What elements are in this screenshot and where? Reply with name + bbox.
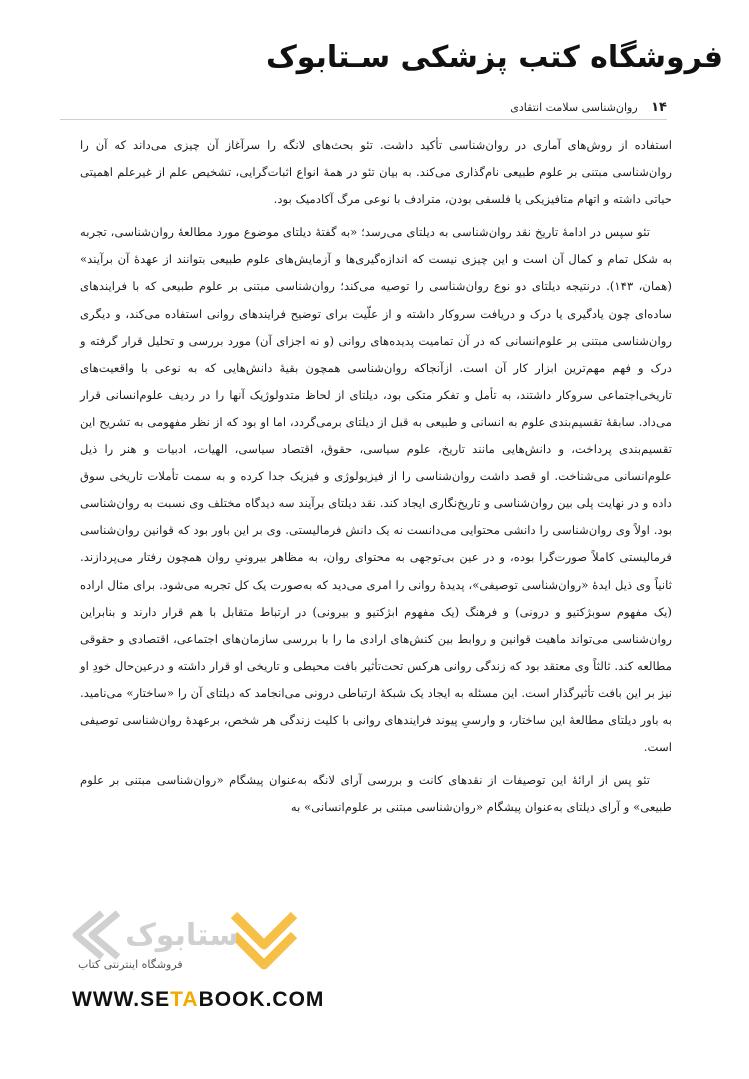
paragraph: تئو سپس در ادامهٔ تاریخ نقد روان‌شناسی به دیلتای می‌رسد؛ «به گفتهٔ دیلتای موضوع مورد مطالعهٔ روان‌شناسی، تجربه به شکل تمام و کمال آن است و این چیزی نیست که اندازه‌گیری‌ها و آزمایش‌های علوم طبیعی بتوانند از عهدهٔ آن برآیند» (همان، ۱۴۳). درنتیجه دیلتای دو نوع روان‌شناسی را توصیه می‌کند؛ روان‌شناسی مبتنی بر علوم طبیعی که با فرایندهای ساده‌ای چون یادگیری یا درک و دریافت سروکار داشته و از علّیت برای توضیح فرایندهای روانی استفاده می‌کند، و دیگری روان‌شناسی مبتنی بر علوم‌انسانی که در آن تمامیت پدیده‌های روانی (و نه اجزای آن) مورد بررسی و تحلیل قرار گرفته و درک و فهم مهم‌ترین ابزار کار آن است. ازآنجاکه روان‌شناسی همچون بقیهٔ دانش‌هایی که به نوعی با واقعیت‌های تاریخی‌اجتماعی سروکار داشتند، به تأمل و تفکر متکی بود، دیلتای از لحاظ متدولوژیک آنها را در ردیف علوم‌انسانی قرار می‌داد. سابقهٔ تقسیم‌بندی علوم به انسانی و طبیعی به قبل از دیلتای برمی‌گردد، اما او بود که از نظر مفهومی به تشریح این تقسیم‌بندی پرداخت، و دانش‌هایی مانند تاریخ، علوم سیاسی، حقوق، اقتصاد سیاسی، الهیات، ادبیات و هنر را ذیل علوم‌انسانی می‌شناخت. او قصد داشت روان‌شناسی را از فیزیولوژی و فیزیک جدا کرده و به سمت تأملات تاریخی سوق داده و در نهایت پلی بین روان‌شناسی و تاریخ‌نگاری ایجاد کند. نقد دیلتای برآیند سه دیدگاه مختلف وی نسبت به روان‌شناسی بود. اولاً وی روان‌شناسی را دانشی محتوایی می‌دانست نه یک دانش فرمالیستی. وی بر این باور بود که قوانین روان‌شناسی فرمالیستی کاملاً صورت‌گرا بوده، و در عین بی‌توجهی به محتوای روان، به مظاهر بیرونیِ روان همچون رفتار می‌پردازند. ثانیاً وی ذیل ایدهٔ «روان‌شناسی توصیفی»، پدیدهٔ روانی را امری می‌دید که به‌صورت یک کل تجربه می‌شود. برای مثال اراده (یک مفهوم سوبژکتیو و درونی) و فرهنگ (یک مفهوم ابژکتیو و بیرونی) در ارتباط متقابل با هم قرار دارند و بنابراین روان‌شناسی می‌تواند ماهیت قوانین و روابط بین کنش‌های ارادی ما را با بررسی سازمان‌های اجتماعی، اقتصادی و حقوقی مطالعه کند. ثالثاً وی معتقد بود که زندگی روانی هرکس تحت‌تأثیر بافت محیطی و تاریخی او قرار داشته و درعین‌حال خودِ او نیز بر این بافت تأثیرگذار است. این مسئله به ایجاد یک شبکهٔ ارتباطی درونی می‌انجامد که دیلتای آن را «ساختار» می‌نامید. به باور دیلتای مطالعهٔ این ساختار، و وارسیِ پیوند فرایندهای روانی با کلیت زندگی هر شخص، برعهدهٔ روان‌شناسی توصیفی است. xyxy=(80,225,672,755)
watermark-tagline: فروشگاه اینترنتی کتاب xyxy=(78,958,183,971)
body-text xyxy=(80,132,672,821)
running-header xyxy=(510,100,667,115)
paragraph: تئو پس از ارائهٔ این توصیفات از نقدهای کانت و بررسی آرای لانگه به‌عنوان پیشگام «روان‌شناسی مبتنی بر علوم طبیعی» و آرای دیلتای به‌عنوان پیشگام «روان‌شناسی مبتنی بر علوم‌انسانی» به xyxy=(80,773,672,815)
logo-text: ستابوک xyxy=(125,918,239,953)
paragraph: استفاده از روش‌های آماری در روان‌شناسی تأکید داشت. تئو بحث‌های لانگه را سرآغاز آن چیزی می‌داند که آن را روان‌شناسی مبتنی بر علوم طبیعی نام‌گذاری می‌کند. به بیان تئو در همهٔ انواع اثبات‌گرایی، تشخیص علم از غیرعلم اهمیتی حیاتی داشته و اتهام متافیزیکی یا فلسفی بودن، مترادف با نوعی مرگ آکادمیک بود. xyxy=(80,138,672,207)
double-chevron-mark xyxy=(234,915,294,965)
url-highlight: TA xyxy=(170,988,199,1011)
setabook-logo-watermark xyxy=(62,905,332,985)
url-suffix: BOOK.COM xyxy=(198,988,325,1011)
header-divider xyxy=(60,119,667,120)
chevron-left-icon xyxy=(76,913,118,957)
running-title: روان‌شناسی سلامت انتقادی xyxy=(510,101,638,114)
url-prefix: WWW.SE xyxy=(72,988,171,1011)
watermark-url xyxy=(72,988,324,1012)
page-number: ۱۴ xyxy=(651,100,667,115)
store-title-banner: فروشگاه کتب پزشکی سـتابوک xyxy=(266,40,723,75)
